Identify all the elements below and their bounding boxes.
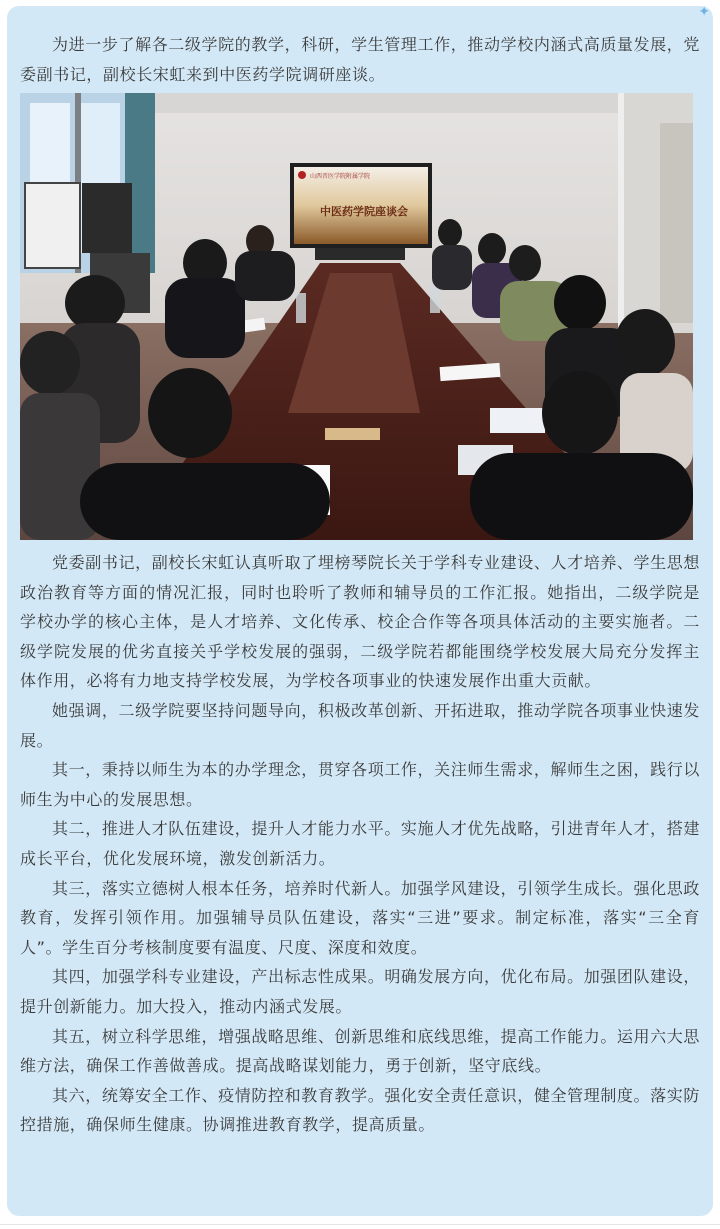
paragraph-4: 其二，推进人才队伍建设，提升人才能力水平。实施人才优先战略，引进青年人才，搭建成长平台，优化发展环境，激发创新活力。 xyxy=(20,819,700,868)
paragraph-5: 其三，落实立德树人根本任务，培养时代新人。加强学风建设，引领学生成长。强化思政教育，发挥引领作用。加强辅导员队伍建设，落实“三进”要求。制定标准，落实“三全育人”。学生百分考核制度要有温度、尺度、深度和效度。 xyxy=(20,878,700,957)
screen-title: 中医药学院座谈会 xyxy=(320,205,408,218)
paragraph-7: 其五，树立科学思维，增强战略思维、创新思维和底线思维，提高工作能力。运用六大思维方法，确保工作善做善成。提高战略谋划能力，勇于创新，坚守底线。 xyxy=(20,1026,700,1076)
screen-small-caption: 山西晋医学院附属学院 xyxy=(310,173,371,180)
paragraph-1: 党委副书记，副校长宋虹认真听取了埋榜琴院长关于学科专业建设、人才培养、学生思想政治教育等方面的情况汇报，同时也聆听了教师和辅导员的工作汇报。她指出，二级学院是学校办学的核心主体，是人才培养、文化传承、校企合作等各项具体活动的主要实施者。二级学院发展的优劣直接关乎学校发展的强弱，二级学院若都能围绕学校发展大局充分发挥主体作用，必将有力地支持学校发展，为学校各项事业的快速发展作出重大贡献。 xyxy=(20,553,700,691)
paragraph-3: 其一，秉持以师生为本的办学理念，贯穿各项工作，关注师生需求，解师生之困，践行以师生为中心的发展思想。 xyxy=(20,760,700,809)
article-body xyxy=(7,548,713,1140)
paragraph-6: 其四，加强学科专业建设，产出标志性成果。明确发展方向，优化布局。加强团队建设，提升创新能力。加大投入，推动内涵式发展。 xyxy=(20,967,700,1016)
article-card xyxy=(7,6,713,1216)
meeting-photo xyxy=(20,93,693,540)
paragraph-8: 其六，统筹安全工作、疫情防控和教育教学。强化安全责任意识，健全管理制度。落实防控措施，确保师生健康。协调推进教育教学，提高质量。 xyxy=(20,1085,700,1135)
sparkle-star-icon: ✦ xyxy=(698,4,710,20)
bottom-divider xyxy=(0,1224,720,1225)
intro-paragraph: 为进一步了解各二级学院的教学，科研，学生管理工作，推动学校内涵式高质量发展，党委副书记，副校长宋虹来到中医药学院调研座谈。 xyxy=(20,35,700,84)
paragraph-2: 她强调，二级学院要坚持问题导向，积极改革创新、开拓进取，推动学院各项事业快速发展。 xyxy=(20,700,700,750)
